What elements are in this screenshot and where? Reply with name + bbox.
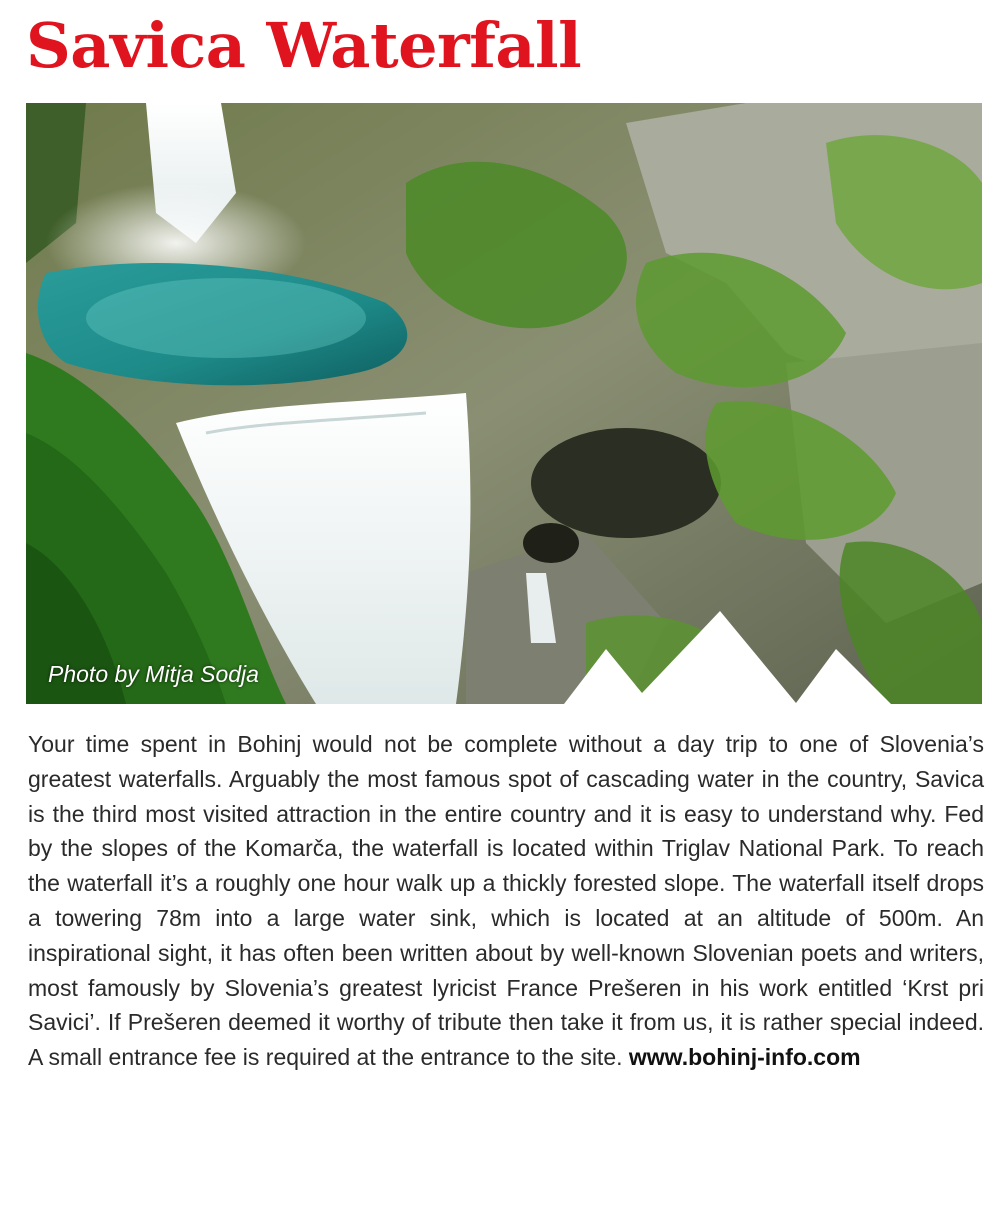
article-body <box>28 727 984 1075</box>
waterfall-illustration <box>26 103 982 704</box>
photo-credit: Photo by Mitja Sodja <box>48 661 259 687</box>
article-body-text: Your time spent in Bohinj would not be complete without a day trip to one of Slovenia’s greatest waterfalls. Arguably the most famous spot of cascading water in the country, Savica is the third most visited attraction in the entire country and it is easy to understand why. Fed by the slopes of the Komarča, the waterfall is located within Triglav National Park. To reach the waterfall it’s a roughly one hour walk up a thickly forested slope. The waterfall itself drops a towering 78m into a large water sink, which is located at an altitude of 500m. An inspirational sight, it has often been written about by well-known Slovenian poets and writers, most famously by Slovenia’s greatest lyricist France Prešeren in his work entitled ‘Krst pri Savici’. If Prešeren deemed it worthy of tribute then take it from us, it is rather special indeed. A small entrance fee is required at the entrance to the site. <box>28 731 984 1071</box>
website-link[interactable]: www.bohinj-info.com <box>628 1044 861 1071</box>
article-title: Savica Waterfall <box>26 9 582 82</box>
waterfall-photo <box>26 103 982 704</box>
